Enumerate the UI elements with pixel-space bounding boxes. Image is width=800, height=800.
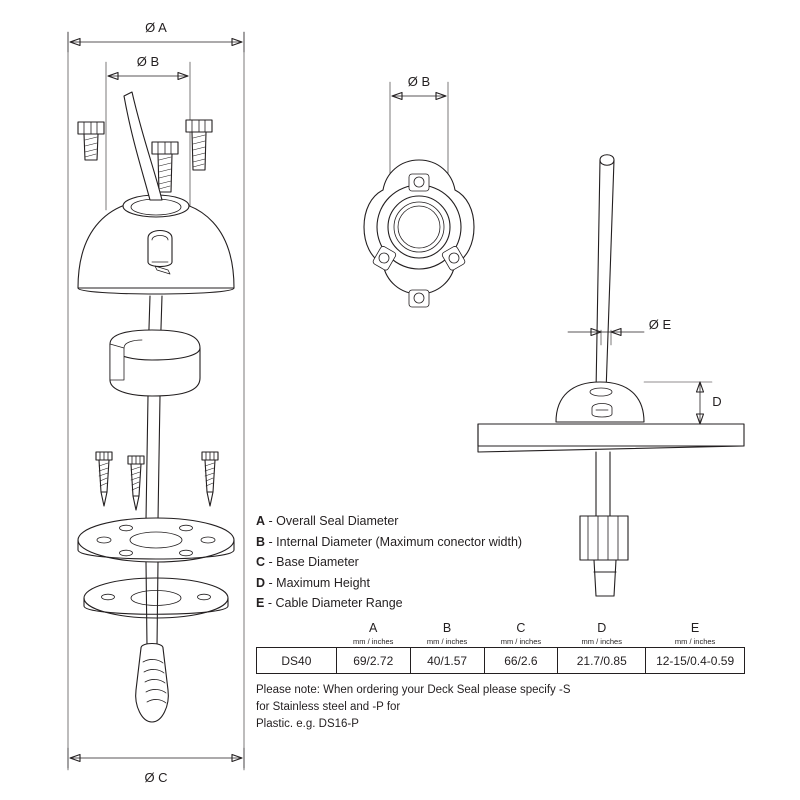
legend-text-c: Base Diameter (276, 555, 359, 569)
col-header-model (257, 620, 337, 635)
dim-C-label: Ø C (144, 770, 168, 785)
legend-item-c (256, 552, 576, 573)
col-header-e: E (690, 620, 700, 635)
gland-nut (580, 516, 628, 560)
cable-lower-upper (146, 396, 160, 520)
dim-B-label-top: Ø B (136, 54, 160, 69)
legend-text-b: Internal Diameter (Maximum conector width) (276, 534, 523, 549)
legend-key-b: B (256, 534, 266, 549)
col-units-b: mm / inches (426, 636, 468, 646)
legend-item-e (256, 593, 576, 614)
legend-key-c: C (256, 555, 266, 569)
col-header-c: C (516, 620, 526, 635)
left-exploded-view (68, 20, 244, 785)
col-units-c: mm / inches (500, 636, 542, 646)
col-units-a: mm / inches (353, 636, 394, 646)
legend-text-d: Maximum Height (276, 575, 370, 590)
dim-A-arrow (68, 32, 244, 52)
legend-dash-b: - (268, 534, 273, 549)
dome-cap (78, 195, 234, 294)
cell-d: 21.7/0.85 (558, 648, 646, 674)
legend (256, 511, 576, 614)
cell-b: 40/1.57 (410, 648, 484, 674)
cable-connector (136, 644, 169, 723)
legend-dash-d: - (268, 575, 273, 590)
legend-item-d (256, 573, 576, 594)
legend-key-e: E (256, 596, 265, 610)
spec-table-body (257, 648, 745, 674)
legend-item-a (256, 511, 576, 532)
spec-table-head (257, 620, 745, 648)
legend-dash-a: - (268, 514, 273, 528)
col-header-a: A (369, 620, 378, 635)
legend-dash-c: - (268, 555, 273, 569)
cell-c: 66/2.6 (484, 648, 558, 674)
spec-table-letter-row (257, 620, 745, 635)
locking-collar (110, 330, 200, 396)
dim-D-arrow (644, 382, 712, 424)
col-units-model (257, 635, 337, 648)
col-units-e: mm / inches (674, 636, 716, 646)
legend-key-a: A (256, 514, 266, 528)
cell-a: 69/2.72 (336, 648, 410, 674)
legend-key-d: D (256, 575, 266, 590)
dim-E-label: Ø E (648, 317, 672, 332)
wood-screw-middle (128, 456, 144, 510)
legend-text-e: Cable Diameter Range (275, 596, 403, 610)
machine-screw-left (78, 122, 104, 160)
ordering-note (256, 682, 586, 733)
dim-A-label: Ø A (145, 20, 167, 35)
plan-view (364, 74, 474, 307)
col-header-d: D (597, 620, 607, 635)
dim-D-label: D (712, 394, 722, 409)
cell-model: DS40 (257, 648, 337, 674)
legend-dash-e: - (267, 596, 272, 610)
wood-screw-right (202, 452, 218, 506)
lower-gasket-ring (84, 578, 228, 618)
ordering-note-line1: Please note: When ordering your Deck Seal please specify -S for Stainless steel and -P for (256, 684, 571, 713)
cell-e: 12-15/0.4-0.59 (646, 648, 745, 674)
wood-screw-left (96, 452, 112, 506)
table-row (257, 648, 745, 674)
dim-C-arrow (68, 748, 244, 768)
col-header-b: B (442, 620, 452, 635)
legend-text-a: Overall Seal Diameter (276, 514, 399, 528)
upper-flange (78, 518, 234, 562)
col-units-d: mm / inches (581, 636, 622, 646)
dim-B-label-plan: Ø B (407, 74, 431, 89)
ordering-note-line2: Plastic. e.g. DS16-P (256, 718, 359, 730)
spec-table (256, 620, 745, 674)
legend-item-b (256, 532, 576, 553)
spec-table-units-row (257, 635, 745, 648)
